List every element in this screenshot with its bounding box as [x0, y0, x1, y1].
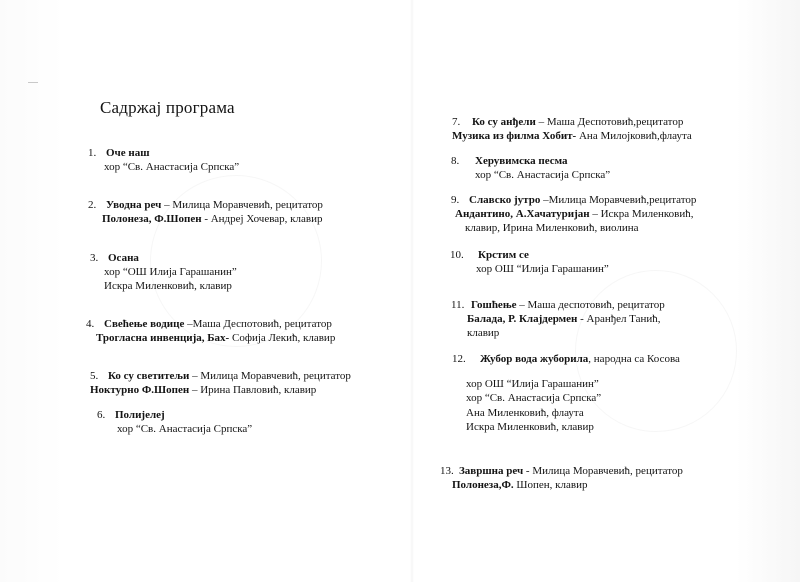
item-number: 5. [90, 370, 99, 382]
item-detail: клавир, Ирина Миленковић, виолина [465, 222, 639, 235]
item-number: 2. [88, 199, 97, 211]
item-number: 3. [90, 252, 99, 264]
item-number: 13. [440, 465, 454, 477]
item-title: Жубор вода жуборила [480, 353, 589, 365]
item-number: 6. [97, 409, 106, 421]
item-number: 12. [452, 353, 466, 365]
program-item-9 [451, 193, 696, 236]
item-title: Завршна реч [459, 465, 524, 477]
item-number: 1. [88, 147, 97, 159]
item-piece: Балада, Р. Клајдермен [467, 313, 578, 326]
program-item-8 [451, 154, 610, 182]
item-number: 9. [451, 194, 460, 206]
item-performer: – Искра Миленковић, [589, 208, 694, 221]
item-title: Свећење водице [104, 318, 185, 330]
program-item-2 [88, 198, 323, 226]
item-number: 10. [450, 249, 464, 261]
item-performer: - Андреј Хочевар, клавир [201, 213, 323, 226]
item-performer: , народна са Косова [588, 353, 680, 365]
item-performer: –Милица Моравчевић,рецитатор [540, 194, 697, 206]
item-number: 7. [452, 116, 461, 128]
item-performer: – Маша деспотовић, рецитатор [516, 299, 665, 311]
item-title: Крстим се [478, 249, 529, 261]
program-item-10 [450, 248, 609, 276]
item-detail: Искра Миленковић, клавир [104, 280, 232, 293]
item-detail: хор “Св. Анастасија Српска” [104, 161, 240, 174]
item-title: Ко су светитељи [108, 370, 190, 382]
item-title: Уводна реч [106, 199, 162, 211]
item-title: Славско јутро [469, 194, 541, 206]
item-piece: Ноктурно Ф.Шопен [90, 384, 190, 397]
item-title: Гошћење [471, 299, 517, 311]
item-piece: Трогласна инвенција, Бах- [96, 332, 230, 345]
program-item-4 [86, 317, 335, 345]
item-performer: - Милица Моравчевић, рецитатор [523, 465, 683, 477]
item-detail: хор “Св. Анастасија Српска” [117, 423, 253, 436]
program-item-6 [97, 408, 252, 436]
item-performer: – Маша Деспотовић,рецитатор [535, 116, 684, 128]
item-detail: хор ОШ “Илија Гарашанин” [466, 378, 599, 391]
program-item-5 [90, 369, 351, 397]
item-detail: хор ОШ “Илија Гарашанин” [476, 263, 609, 276]
item-performer: Ана Милојковић,флаута [576, 130, 692, 143]
page-fold [410, 0, 414, 582]
item-piece: Полонеза, Ф.Шопен [102, 213, 202, 226]
item-title: Оче наш [106, 147, 150, 159]
item-piece: Андантино, А.Хачатуријан [455, 208, 590, 221]
item-performer: – Милица Моравчевић, рецитатор [189, 370, 351, 382]
program-item-7 [452, 115, 692, 143]
item-detail: Искра Миленковић, клавир [466, 420, 594, 433]
item-detail: клавир [467, 327, 500, 340]
item-number: 11. [451, 299, 465, 311]
item-detail: хор “ОШ Илија Гарашанин” [104, 266, 237, 279]
item-title: Херувимска песма [475, 155, 568, 167]
edge-mark [28, 82, 38, 83]
item-detail: Ана Миленковић, флаута [466, 406, 584, 419]
item-performer: – Милица Моравчевић, рецитатор [161, 199, 323, 211]
item-performer: – Ирина Павловић, клавир [189, 384, 317, 397]
item-title: Осана [108, 252, 139, 264]
item-performer: Шопен, клавир [513, 479, 588, 492]
item-number: 4. [86, 318, 95, 330]
item-performer: - Аранђел Танић, [577, 313, 661, 326]
item-title: Ко су анђели [472, 116, 536, 128]
item-piece: Музика из филма Хобит- [452, 130, 577, 143]
item-title: Полијелеј [115, 409, 165, 421]
program-item-12 [452, 352, 680, 434]
program-item-3 [90, 251, 237, 294]
item-piece: Полонеза,Ф. [452, 479, 514, 492]
item-performer: –Маша Деспотовић, рецитатор [184, 318, 332, 330]
program-item-1 [88, 146, 239, 174]
program-item-13 [440, 464, 683, 492]
program-title: Садржај програма [100, 98, 235, 117]
item-number: 8. [451, 155, 460, 167]
item-detail: хор “Св. Анастасија Српска” [466, 392, 602, 405]
item-performer: Софија Лекић, клавир [229, 332, 336, 345]
program-item-11 [451, 298, 665, 341]
item-detail: хор “Св. Анастасија Српска” [475, 169, 611, 182]
